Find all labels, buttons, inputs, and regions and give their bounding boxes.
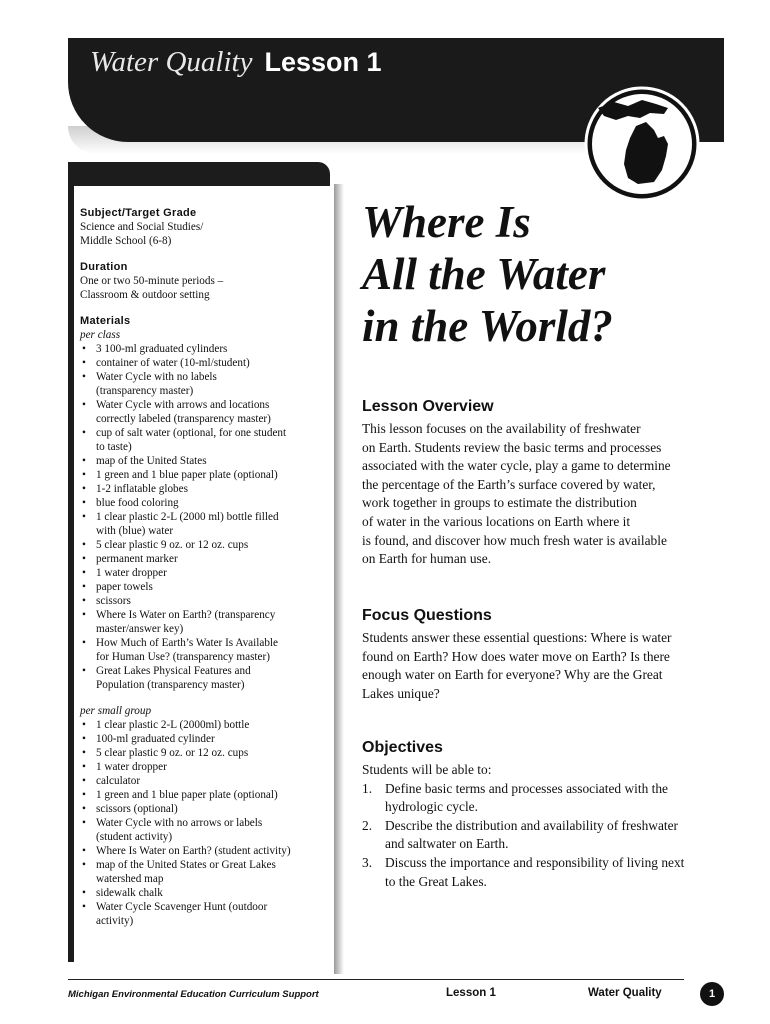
materials-item-line: for Human Use? (transparency master) <box>96 651 270 663</box>
title-line: in the World? <box>362 301 613 351</box>
materials-item <box>80 844 332 858</box>
objective-line: Define basic terms and processes associated with the <box>385 780 668 796</box>
materials-item <box>80 538 332 552</box>
materials-item-line: • Water Cycle with arrows and locations <box>96 399 270 411</box>
objective-item <box>362 780 732 817</box>
overview-line: work together in groups to estimate the distribution <box>362 495 637 511</box>
materials-item <box>80 802 332 816</box>
materials-item <box>80 816 332 844</box>
objective-item <box>362 854 732 891</box>
sidebar-shadow <box>334 184 344 974</box>
overview-line: is found, and discover how much fresh water is available <box>362 532 667 548</box>
materials-item-line: • Where Is Water on Earth? (transparency <box>96 609 276 621</box>
focus-line: enough water on Earth for everyone? Why are the Great <box>362 667 663 683</box>
materials-item <box>80 760 332 774</box>
materials-item-line: • sidewalk chalk <box>96 887 163 899</box>
materials-item-line: watershed map <box>96 873 164 885</box>
materials-item <box>80 746 332 760</box>
materials-item <box>80 858 332 886</box>
objective-line: Discuss the importance and responsibility of living next <box>385 854 685 870</box>
focus-heading: Focus Questions <box>362 607 492 624</box>
materials-item-line: • 5 clear plastic 9 oz. or 12 oz. cups <box>96 539 249 551</box>
materials-item-line: • 1 clear plastic 2-L (2000 ml) bottle filled <box>96 511 279 523</box>
materials-item-line: • Water Cycle Scavenger Hunt (outdoor <box>96 901 268 913</box>
materials-item-line: • 1 water dropper <box>96 761 167 773</box>
materials-item-line: with (blue) water <box>96 525 174 537</box>
materials-item-line: • scissors <box>96 595 131 607</box>
materials-item-line: • cup of salt water (optional, for one student <box>96 427 287 439</box>
objective-line: to the Great Lakes. <box>385 873 487 889</box>
materials-item-line: • 1-2 inflatable globes <box>96 483 188 495</box>
michigan-map-icon <box>584 86 700 202</box>
objective-line: and saltwater on Earth. <box>385 836 509 852</box>
materials-item-line: • paper towels <box>96 581 153 593</box>
materials-item <box>80 788 332 802</box>
materials-item-line: activity) <box>96 915 134 927</box>
materials-item-line: • map of the United States <box>96 455 207 467</box>
materials-item-line: • 100-ml graduated cylinder <box>96 733 215 745</box>
focus-text <box>362 629 732 703</box>
materials-item-line: • 1 clear plastic 2-L (2000ml) bottle <box>96 719 250 731</box>
materials-item <box>80 732 332 746</box>
materials-item-line: • map of the United States or Great Lakes <box>96 859 276 871</box>
materials-item <box>80 774 332 788</box>
materials-item <box>80 510 332 538</box>
duration-line: Classroom & outdoor setting <box>80 289 210 301</box>
materials-item <box>80 398 332 426</box>
header-title <box>90 46 382 79</box>
materials-item-line: • container of water (10-ml/student) <box>96 357 250 369</box>
materials-item-line: • 5 clear plastic 9 oz. or 12 oz. cups <box>96 747 249 759</box>
page-number: 1 <box>700 982 724 1006</box>
lesson-title <box>362 196 742 352</box>
focus-line: found on Earth? How does water move on Earth? Is there <box>362 648 670 664</box>
materials-item-line: • permanent marker <box>96 553 178 565</box>
duration-line: One or two 50-minute periods – <box>80 275 224 287</box>
per-class-label: per class <box>80 329 121 341</box>
objective-line: hydrologic cycle. <box>385 799 478 815</box>
materials-item <box>80 664 332 692</box>
materials-item <box>80 566 332 580</box>
materials-item <box>80 552 332 566</box>
materials-item <box>80 900 332 928</box>
materials-item <box>80 356 332 370</box>
materials-item <box>80 594 332 608</box>
materials-item <box>80 468 332 482</box>
materials-item <box>80 454 332 468</box>
objectives-section <box>362 739 732 891</box>
overview-heading: Lesson Overview <box>362 398 494 415</box>
objective-line: Describe the distribution and availability of freshwater <box>385 817 679 833</box>
overview-line: of water in the various locations on Earth where it <box>362 513 631 529</box>
materials-item-line: (transparency master) <box>96 385 194 397</box>
subject-heading: Subject/Target Grade <box>80 207 197 219</box>
per-group-label: per small group <box>80 705 152 717</box>
objective-number: 3. <box>362 854 373 870</box>
materials-item-line: correctly labeled (transparency master) <box>96 413 271 425</box>
materials-item <box>80 370 332 398</box>
materials-item-line: master/answer key) <box>96 623 184 635</box>
materials-item-line: (student activity) <box>96 831 173 843</box>
subject-line: Science and Social Studies/ <box>80 221 204 233</box>
materials-item-line: • calculator <box>96 775 141 787</box>
materials-item <box>80 886 332 900</box>
overview-line: associated with the water cycle, play a game to determine <box>362 458 671 474</box>
materials-item-line: • Great Lakes Physical Features and <box>96 665 251 677</box>
materials-item <box>80 580 332 594</box>
materials-item-line: • 1 green and 1 blue paper plate (optional) <box>96 789 278 801</box>
title-line: All the Water <box>362 249 606 299</box>
per-class-list <box>80 342 332 692</box>
overview-line: on Earth. Students review the basic terms and processes <box>362 439 662 455</box>
materials-item-line: • 1 water dropper <box>96 567 167 579</box>
title-line: Where Is <box>362 197 531 247</box>
series-title: Water Quality <box>90 46 253 78</box>
materials-item <box>80 482 332 496</box>
sidebar-content <box>80 206 332 928</box>
footer-topic: Water Quality <box>588 987 662 999</box>
materials-item <box>80 496 332 510</box>
footer-support: Michigan Environmental Education Curriculum Support <box>68 989 319 1000</box>
materials-item-line: • scissors (optional) <box>96 803 178 815</box>
focus-line: Lakes unique? <box>362 685 440 701</box>
overview-section <box>362 398 732 569</box>
materials-item-line: • blue food coloring <box>96 497 179 509</box>
materials-item-line: • 3 100-ml graduated cylinders <box>96 343 228 355</box>
materials-item <box>80 342 332 356</box>
focus-line: Students answer these essential questions: Where is water <box>362 630 672 645</box>
overview-line: on Earth for human use. <box>362 551 492 567</box>
objective-number: 1. <box>362 780 373 796</box>
materials-item-line: • Water Cycle with no arrows or labels <box>96 817 263 829</box>
materials-item-line: Population (transparency master) <box>96 679 245 691</box>
objectives-list <box>362 780 732 892</box>
materials-item-line: • Where Is Water on Earth? (student activity) <box>96 845 291 857</box>
materials-item-line: • Water Cycle with no labels <box>96 371 217 383</box>
per-group-list <box>80 718 332 928</box>
materials-item-line: • How Much of Earth’s Water Is Available <box>96 637 278 649</box>
objective-item <box>362 817 732 854</box>
objectives-intro: Students will be able to: <box>362 762 492 777</box>
materials-item <box>80 636 332 664</box>
overview-text <box>362 420 732 569</box>
materials-item <box>80 608 332 636</box>
subject-line: Middle School (6-8) <box>80 235 172 247</box>
lesson-label: Lesson 1 <box>264 47 382 77</box>
objectives-heading: Objectives <box>362 739 443 756</box>
materials-item-line: • 1 green and 1 blue paper plate (optional) <box>96 469 278 481</box>
materials-heading: Materials <box>80 315 131 327</box>
overview-line: This lesson focuses on the availability of freshwater <box>362 421 641 436</box>
focus-section <box>362 607 732 703</box>
footer-lesson: Lesson 1 <box>446 987 496 999</box>
footer-rule <box>68 979 684 980</box>
overview-line: the percentage of the Earth’s surface covered by water, <box>362 476 656 492</box>
materials-item <box>80 718 332 732</box>
duration-heading: Duration <box>80 261 128 273</box>
materials-item <box>80 426 332 454</box>
materials-item-line: to taste) <box>96 441 132 453</box>
objective-number: 2. <box>362 817 373 833</box>
